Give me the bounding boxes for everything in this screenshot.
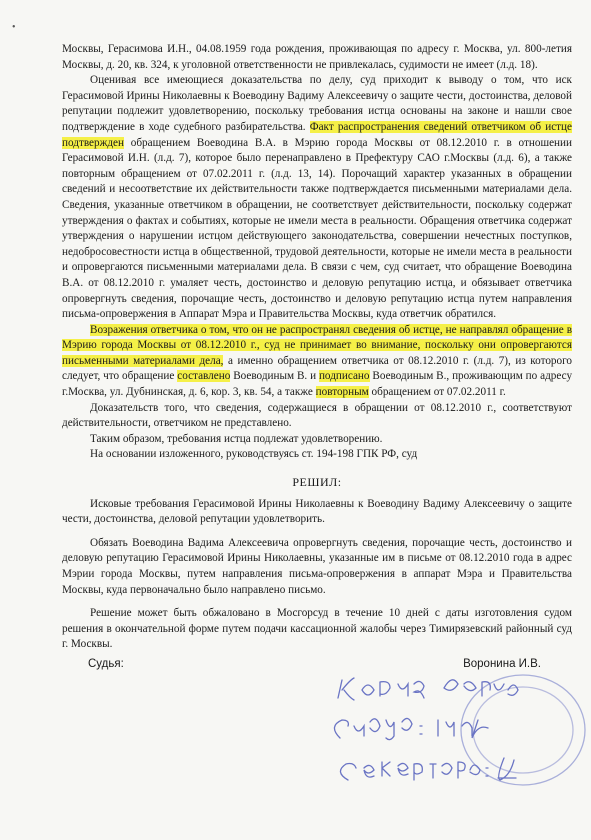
- paragraph-basis: На основании изложенного, руководствуясь ст. 194-198 ГПК РФ, суд: [90, 448, 418, 461]
- text: а именно обращением ответчика от 08.12.2010 г. (л.д. 7), из которого следует, что обращение: [62, 354, 572, 383]
- judge-name: Воронина И.В.: [463, 658, 541, 670]
- corner-mark: •: [12, 22, 16, 33]
- paragraph-assessment: [62, 73, 572, 323]
- text: Оценивая все имеющиеся доказательства по делу, суд приходит к выводу о том, что иск Герасимовой Ирины Николаевны к Воеводину Вадиму Алексеевичу о защите чести, достоинства, деловой репутации подлежит удовлетворению, поскольку требования истца основаны на законе и нашли свое подтверждение в ходе судебного разбирательства.: [62, 74, 572, 133]
- document-body: [62, 42, 572, 653]
- text: Воеводиным В. и: [233, 370, 317, 383]
- paragraph-objections: [62, 323, 572, 401]
- decision-title: РЕШИЛ:: [292, 475, 342, 490]
- paragraph-defendant-info: Москвы, Герасимова И.Н., 04.08.1959 года рождения, проживающая по адресу г. Москва, ул. 800-летия Москвы, д. 20, кв. 324, к уголовной ответственности не привлекалась, судимости не имеет (л.д. 18).: [62, 43, 572, 71]
- highlighted-word: подписано: [318, 370, 370, 383]
- decision-item-2: Обязать Воеводина Вадима Алексеевича опровергнуть сведения, порочащие честь, достоинство и деловую репутацию Герасимовой Ирины Николаевны, указанные им в письме от 08.12.2010 года в адрес Мэрии города Москвы, путем направления письма-опровержения в аппарат Мэра и Правительства Москвы, куда первоначально было направлено письмо.: [62, 536, 572, 596]
- paragraph-evidence: Доказательств того, что сведения, содержащиеся в обращении от 08.12.2010 г., соответствуют действительности, ответчиком не представлено.: [62, 401, 572, 430]
- certification-stamp: [318, 660, 591, 840]
- highlighted-text: Факт распространения сведений ответчиком об истце подтвержден: [62, 120, 572, 149]
- text: обращением от 07.02.2011 г.: [371, 386, 506, 399]
- judge-label: Судья:: [88, 658, 124, 670]
- decision-item-1: Исковые требования Герасимовой Ирины Николаевны к Воеводину Вадиму Алексеевичу о защите чести, достоинства, деловой репутации удовлетворить.: [62, 497, 572, 526]
- highlighted-text: Возражения ответчика о том, что он не распространял сведения об истце, не направлял обращение в Мэрию города Москвы от 08.12.2010 г., суд не принимает во внимание, поскольку они опровергаются письменными материалами дела,: [62, 323, 572, 367]
- highlighted-word: составлено: [177, 370, 231, 383]
- text: Воеводиным В., проживающим по адресу г.Москва, ул. Дубнинская, д. 6, кор. 3, кв. 54, а также: [62, 370, 573, 399]
- decision-item-3: Решение может быть обжаловано в Мосгорсуд в течение 10 дней с даты изготовления судом решения в окончательной форме путем подачи кассационной жалобы через Тимирязевский районный суд г. Москвы.: [62, 607, 572, 651]
- text: обращением Воеводина В.А. в Мэрию города Москвы от 08.12.2010 г. в отношении Герасимовой И.Н. (л.д. 7), которое было перенаправлено в Префектуру САО г.Москвы (л.д. 6), а также повторным обращением от 07.02.2011 г. (л.д. 13, 14). Порочащий характер указанных в обращении сведений и несоответствие их действительности также подтверждается письменными материалами дела. Сведения, указанные ответчиком в обращении, не соответствует действительности, поскольку содержат утверждения о фактах и событиях, которые не имели места в реальности. Обращения ответчика содержат утверждения о нарушении истцом действующего законодательства, совершении нечестных поступков, недобросовестности истца в общественной, трудовой деятельности, которые не имели места в реальности и опровергаются письменными материалами дела. В связи с чем, суд считает, что обращение Воеводина В.А. от 08.12.2010 г. умаляет честь, достоинство и деловую репутацию истца, и обязывает ответчика опровергнуть сведения, порочащие честь, достоинство и деловую репутацию истца путем направления письма-опровержения в Аппарат Мэра и Правительства Москвы, куда ответчик обратился.: [62, 136, 573, 321]
- paragraph-conclusion: Таким образом, требования истца подлежат удовлетворению.: [90, 432, 383, 445]
- highlighted-word: повторным: [315, 386, 369, 399]
